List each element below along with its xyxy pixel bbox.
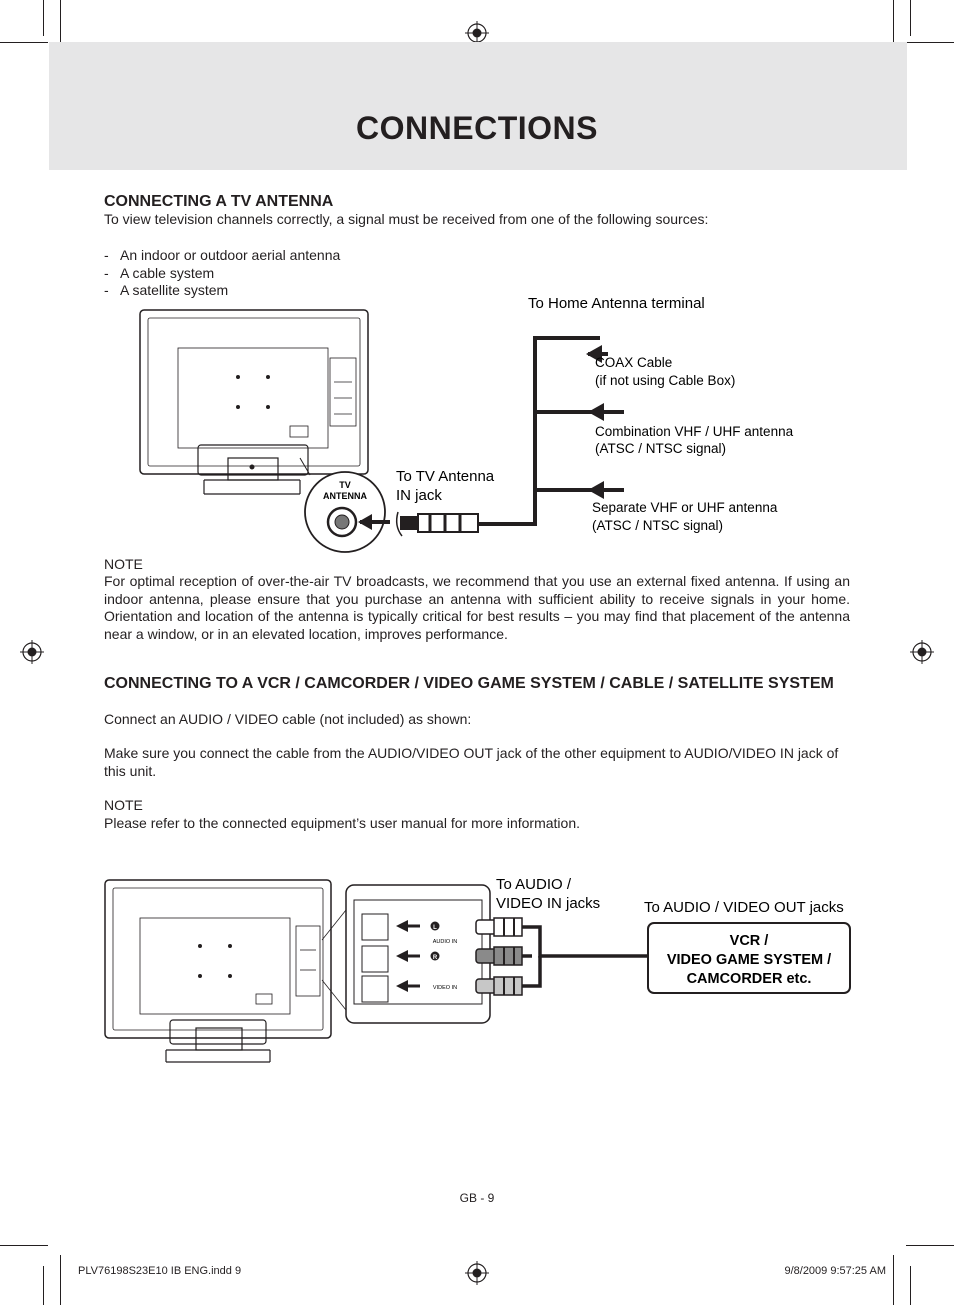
badge-label-antenna: ANTENNA — [323, 491, 367, 501]
coax-sublabel: (if not using Cable Box) — [595, 373, 736, 388]
vcr-note: Please refer to the connected equipment’s user manual for more information. — [104, 815, 580, 831]
crop-mark — [893, 0, 894, 48]
antenna-connection-diagram — [130, 290, 830, 560]
crop-mark — [906, 1245, 954, 1246]
vcr-intro: Connect an AUDIO / VIDEO cable (not included) as shown: — [104, 711, 472, 727]
vcr-instruction: Make sure you connect the cable from the AUDIO/VIDEO OUT jack of the other equipment to AUDIO/VIDEO IN jack of this unit. — [104, 745, 839, 779]
av-out-label: To AUDIO / VIDEO OUT jacks — [644, 899, 844, 916]
jack-label: To TV Antenna — [396, 468, 495, 485]
crop-mark — [0, 42, 48, 43]
combo-sublabel: (ATSC / NTSC signal) — [595, 441, 727, 456]
header-band — [49, 42, 907, 170]
crop-mark — [43, 1266, 44, 1305]
jack-sublabel: IN jack — [396, 487, 442, 504]
device-label-2: VIDEO GAME SYSTEM / — [666, 952, 832, 968]
av-connection-diagram — [100, 870, 870, 1070]
note-label: NOTE — [104, 556, 143, 572]
rca-plug-icon — [476, 977, 522, 995]
registration-mark-icon — [20, 640, 44, 664]
crop-mark — [906, 42, 954, 43]
list-item: - A cable system — [104, 265, 340, 283]
jack-l-label: L — [433, 925, 437, 931]
registration-mark-icon — [910, 640, 934, 664]
list-item: - An indoor or outdoor aerial antenna — [104, 247, 340, 265]
combo-label: Combination VHF / UHF antenna — [595, 424, 794, 439]
crop-mark — [910, 0, 911, 36]
separate-sublabel: (ATSC / NTSC signal) — [592, 518, 724, 533]
crop-mark — [60, 1255, 61, 1305]
page-number: GB - 9 — [459, 1191, 495, 1205]
home-terminal-label: To Home Antenna terminal — [528, 295, 705, 312]
rca-plug-icon — [476, 918, 522, 936]
section-heading-antenna: CONNECTING A TV ANTENNA — [104, 193, 334, 210]
audio-in-label: AUDIO IN — [432, 939, 458, 945]
antenna-intro: To view television channels correctly, a signal must be received from one of the following sources: — [104, 211, 709, 227]
page-title: CONNECTIONS — [356, 110, 598, 146]
tv-back-illustration — [140, 310, 368, 494]
separate-label: Separate VHF or UHF antenna — [592, 500, 778, 515]
device-label-3: CAMCORDER etc. — [686, 971, 812, 987]
av-in-sublabel: VIDEO IN jacks — [496, 895, 601, 912]
device-label-1: VCR / — [729, 933, 769, 949]
badge-label-tv: TV — [339, 480, 351, 490]
antenna-note: For optimal reception of over-the-air TV broadcasts, we recommend that you use an external fixed antenna. If using an indoor antenna, please ensure that you purchase an antenna with sufficient ability to receive signals in your home. Orientation and location of the antenna is typically critical for best results – you may find that placement of the antenna near a window, or in an elevated location, improves performance. — [104, 573, 850, 642]
crop-mark — [0, 1245, 48, 1246]
jack-r-label: R — [432, 955, 438, 961]
section-heading-vcr: CONNECTING TO A VCR / CAMCORDER / VIDEO GAME SYSTEM / CABLE / SATELLITE SYSTEM — [104, 675, 834, 692]
crop-mark — [893, 1255, 894, 1305]
crop-mark — [60, 0, 61, 48]
coax-plug-icon — [397, 512, 478, 536]
tv-back-illustration — [105, 880, 331, 1062]
video-in-label: VIDEO IN — [432, 985, 458, 991]
note-label: NOTE — [104, 797, 143, 813]
crop-mark — [910, 1266, 911, 1305]
file-info: PLV76198S23E10 IB ENG.indd 9 — [78, 1265, 242, 1277]
rca-plug-icon — [476, 947, 522, 965]
coax-label: COAX Cable — [595, 355, 673, 370]
timestamp: 9/8/2009 9:57:25 AM — [784, 1265, 886, 1277]
av-in-label: To AUDIO / — [496, 876, 572, 893]
crop-mark — [43, 0, 44, 36]
list-item: - A satellite system — [104, 282, 340, 300]
registration-mark-icon — [465, 1261, 489, 1285]
